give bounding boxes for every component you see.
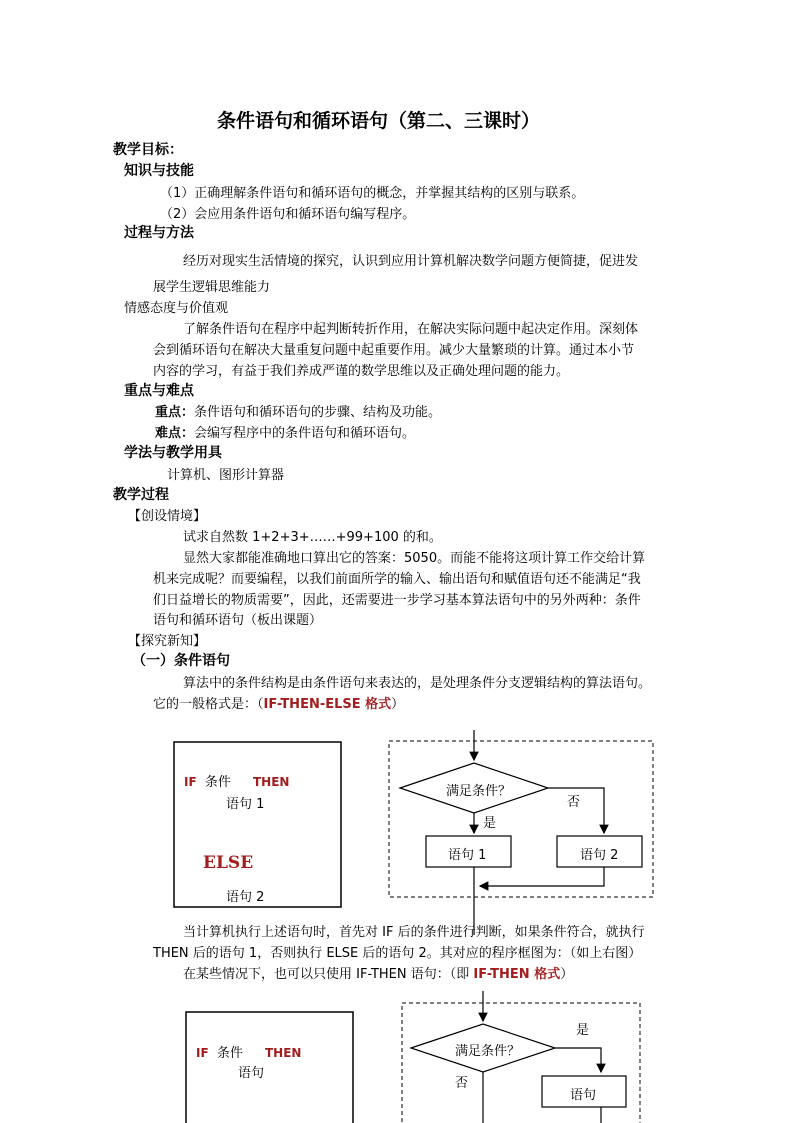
cond-line2-post: ） — [391, 697, 405, 712]
box-text-2: 语句 — [570, 1088, 597, 1103]
teaching-process-heading: 教学过程 — [113, 487, 169, 503]
process-line-1: 经历对现实生活情境的探究，认识到应用计算机解决数学问题方便简捷，促进发 — [183, 254, 639, 269]
code1-stmt1: 语句 1 — [226, 797, 265, 812]
cond-line2-pre: 它的一般格式是：（ — [153, 697, 264, 712]
conditional-line-1: 算法中的条件结构是由条件语句来表达的，是处理条件分支逻辑结构的算法语句。 — [183, 676, 652, 691]
code2-if-line — [196, 1042, 301, 1061]
decision-text-2: 满足条件？ — [455, 1044, 521, 1059]
explain-line-1: 当计算机执行上述语句时，首先对 IF 后的条件进行判断，如果条件符合，就执行 — [183, 925, 645, 940]
code-box-1 — [174, 742, 341, 907]
scene-line-2: 显然大家都能准确地口算出它的答案：5050。而能不能将这项计算工作交给计算 — [183, 551, 646, 566]
decision-text-1: 满足条件？ — [446, 784, 512, 799]
condition-text-2: 条件 — [216, 1046, 243, 1061]
explain-line3-post: ） — [560, 967, 574, 982]
knowledge-heading: 知识与技能 — [124, 163, 194, 179]
code1-stmt2: 语句 2 — [226, 890, 265, 905]
if-then-format: IF-THEN 格式 — [473, 967, 561, 982]
explore-heading: 【探究新知】 — [128, 634, 207, 649]
then-keyword: THEN — [252, 775, 290, 789]
then-keyword-2: THEN — [264, 1046, 302, 1060]
explain-line-2: THEN 后的语句 1，否则执行 ELSE 后的语句 2。其对应的程序框图为：（如上右图） — [153, 946, 642, 961]
scene-line-1: 试求自然数 1+2+3+……+99+100 的和。 — [183, 530, 442, 545]
knowledge-item-2: （2）会应用条件语句和循环语句编写程序。 — [160, 207, 416, 222]
difficulty-text: 会编写程序中的条件语句和循环语句。 — [194, 426, 416, 441]
process-line-2: 展学生逻辑思维能力 — [153, 280, 271, 295]
conditional-heading: （一）条件语句 — [132, 653, 230, 669]
flowchart-frame-1 — [389, 741, 653, 897]
knowledge-item-1: （1）正确理解条件语句和循环语句的概念，并掌握其结构的区别与联系。 — [160, 186, 585, 201]
no-label-2: 否 — [455, 1076, 469, 1091]
yes-label-1: 是 — [483, 816, 497, 831]
code2-stmt: 语句 — [238, 1066, 265, 1081]
process-heading: 过程与方法 — [124, 225, 194, 241]
code-box-2 — [186, 1012, 353, 1123]
if-keyword-2: IF — [196, 1046, 209, 1060]
flowchart-frame-2 — [402, 1003, 640, 1123]
attitude-line-2: 会到循环语句在解决大量重复问题中起重要作用。减少大量繁琐的计算。通过本小节 — [153, 343, 635, 358]
keypoints-heading: 重点与难点 — [124, 383, 194, 399]
if-then-else-format: IF-THEN-ELSE 格式 — [263, 697, 392, 712]
yes-label-2: 是 — [576, 1023, 590, 1038]
key-label: 重点： — [155, 405, 195, 420]
objectives-heading: 教学目标： — [113, 142, 183, 158]
attitude-heading: 情感态度与价值观 — [124, 301, 229, 316]
tools-text: 计算机、图形计算器 — [167, 468, 285, 483]
box2-text: 语句 2 — [580, 848, 619, 863]
condition-text: 条件 — [204, 775, 231, 790]
explain-line-3 — [183, 963, 573, 982]
scene-heading: 【创设情境】 — [128, 509, 207, 524]
code1-if-line — [184, 771, 289, 790]
no-label-1: 否 — [567, 795, 581, 810]
explain-line3-pre: 在某些情况下，也可以只使用 IF-THEN 语句：（即 — [183, 967, 474, 982]
if-keyword: IF — [184, 775, 197, 789]
page-title: 条件语句和循环语句（第二、三课时） — [217, 110, 541, 132]
scene-line-3: 机来完成呢？而要编程，以我们前面所学的输入、输出语句和赋值语句还不能满足“我 — [153, 572, 641, 587]
box1-text: 语句 1 — [448, 848, 487, 863]
scene-line-5: 语句和循环语句（板出课题） — [153, 613, 323, 628]
difficulty-label: 难点： — [155, 426, 195, 441]
attitude-line-3: 内容的学习，有益于我们养成严谨的数学思维以及正确处理问题的能力。 — [153, 364, 570, 379]
else-keyword: ELSE — [203, 853, 254, 873]
attitude-line-1: 了解条件语句在程序中起判断转折作用，在解决实际问题中起决定作用。深刻体 — [183, 322, 639, 337]
scene-line-4: 们日益增长的物质需要”，因此，还需要进一步学习基本算法语句中的另外两种：条件 — [153, 593, 641, 608]
key-text: 条件语句和循环语句的步骤、结构及功能。 — [194, 405, 442, 420]
tools-heading: 学法与教学用具 — [124, 445, 222, 461]
